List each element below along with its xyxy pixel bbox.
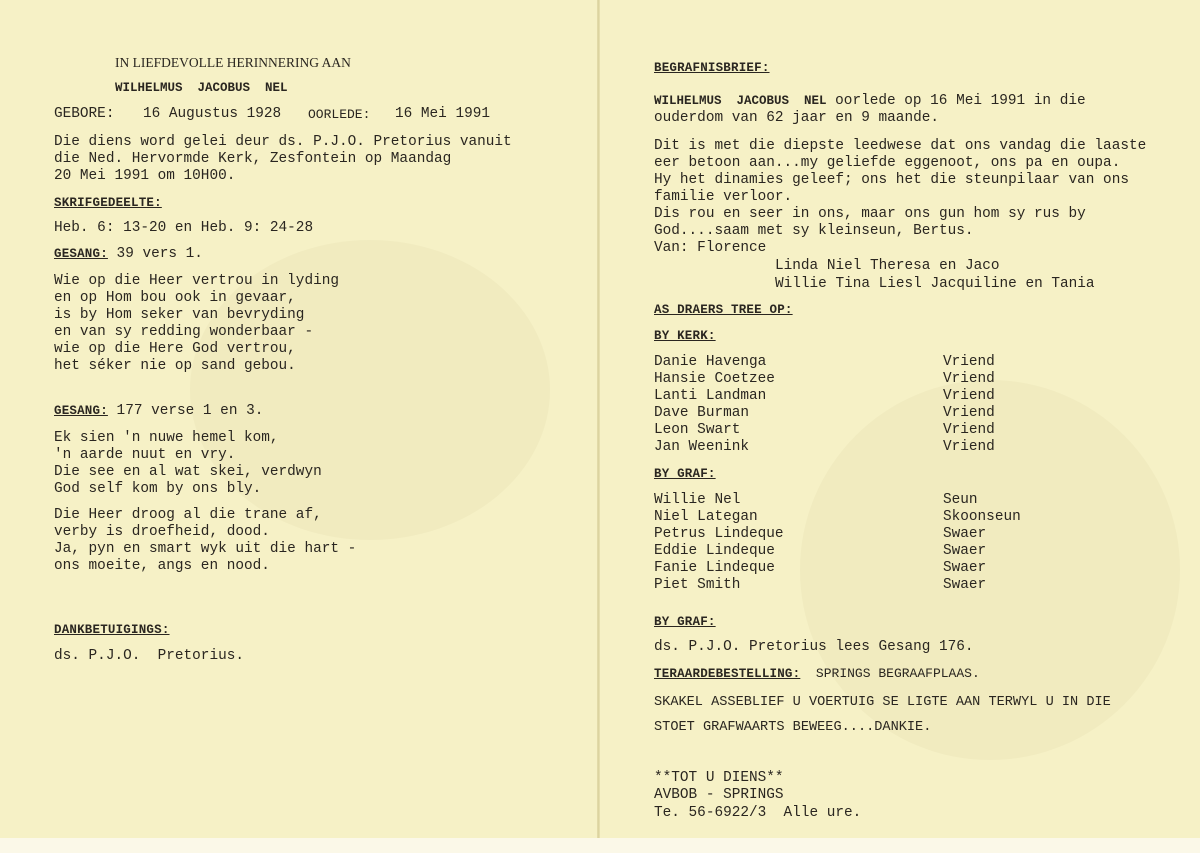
thanks-text: ds. P.J.O. Pretorius. [54, 648, 244, 664]
grave-bearer-name: Piet Smith [654, 577, 741, 593]
church-bearer-name: Leon Swart [654, 422, 741, 438]
hymn2-stanza1-line-2: 'n aarde nuut en vry. [54, 447, 236, 463]
grave2-heading: BY GRAF: [654, 615, 716, 629]
hymn2-heading: GESANG: [54, 404, 108, 418]
hymn2-stanza2-line-2: verby is droefheid, dood. [54, 524, 270, 540]
hymn2-line [54, 403, 263, 420]
died-label: OORLEDE: [308, 107, 371, 122]
grave-bearer-name: Niel Lategan [654, 509, 758, 525]
notice-line-1: SKAKEL ASSEBLIEF U VOERTUIG SE LIGTE AAN TERWYL U IN DIE [654, 695, 1111, 710]
church-bearer-role: Vriend [943, 405, 995, 421]
grave-bearer-role: Swaer [943, 526, 987, 542]
grave-bearer-name: Eddie Lindeque [654, 543, 775, 559]
message-line-1: Dit is met die diepste leedwese dat ons vandag die laaste [654, 138, 1147, 154]
church-bearer-name: Hansie Coetzee [654, 371, 775, 387]
letter-line-2: ouderdom van 62 jaar en 9 maande. [654, 110, 939, 126]
church-bearer-role: Vriend [943, 354, 995, 370]
hymn2-ref: 177 verse 1 en 3. [107, 403, 264, 419]
hymn1-verse-line-1: Wie op die Heer vertrou in lyding [54, 273, 339, 289]
grave-bearer-role: Swaer [943, 577, 987, 593]
hymn2-stanza2-line-1: Die Heer droog al die trane af, [54, 507, 322, 523]
scripture-text: Heb. 6: 13-20 en Heb. 9: 24-28 [54, 220, 314, 236]
bearers-heading: AS DRAERS TREE OP: [654, 303, 793, 317]
church-bearer-role: Vriend [943, 371, 995, 387]
grave-bearer-role: Swaer [943, 560, 987, 576]
letter-line-1 [654, 93, 1086, 110]
thanks-heading: DANKBETUIGINGS: [54, 623, 170, 637]
hymn1-verse-line-6: het séker nie op sand gebou. [54, 358, 296, 374]
message-line-6: God....saam met sy kleinseun, Bertus. [654, 223, 974, 239]
service-line-3: 20 Mei 1991 om 10H00. [54, 168, 236, 184]
family-line-1: Linda Niel Theresa en Jaco [775, 258, 1000, 274]
church-bearer-role: Vriend [943, 439, 995, 455]
paper-bottom-edge [0, 838, 1200, 853]
grave-bearer-name: Willie Nel [654, 492, 741, 508]
hymn1-line [54, 246, 203, 263]
grave-bearer-role: Skoonseun [943, 509, 1021, 525]
message-line-5: Dis rou en seer in ons, maar ons gun hom sy rus by [654, 206, 1086, 222]
born-label: GEBORE: [54, 106, 115, 122]
hymn1-verse-line-2: en op Hom bou ook in gevaar, [54, 290, 296, 306]
letter-first: oorlede op 16 Mei 1991 in die [826, 93, 1086, 109]
scripture-heading: SKRIFGEDEELTE: [54, 196, 162, 210]
message-line-7: Van: Florence [654, 240, 767, 256]
burial-line [654, 665, 980, 683]
church-bearer-name: Lanti Landman [654, 388, 767, 404]
hymn2-stanza2-line-4: ons moeite, angs en nood. [54, 558, 270, 574]
service-line-2: die Ned. Hervormde Kerk, Zesfontein op Maandag [54, 151, 452, 167]
footer-line-1: **TOT U DIENS** [654, 770, 784, 786]
grave-bearer-role: Swaer [943, 543, 987, 559]
footer-line-3: Te. 56-6922/3 Alle ure. [654, 805, 862, 821]
hymn1-ref: 39 vers 1. [107, 246, 203, 262]
hymn2-stanza1-line-3: Die see en al wat skei, verdwyn [54, 464, 322, 480]
memorial-heading: IN LIEFDEVOLLE HERINNERING AAN [115, 55, 351, 70]
grave-bearer-name: Fanie Lindeque [654, 560, 775, 576]
hymn2-stanza1-line-1: Ek sien 'n nuwe hemel kom, [54, 430, 279, 446]
burial-text: SPRINGS BEGRAAFPLAAS. [800, 666, 980, 681]
page-fold [597, 0, 600, 853]
letter-name: WILHELMUS JACOBUS NEL [654, 94, 827, 108]
grave2-text: ds. P.J.O. Pretorius lees Gesang 176. [654, 639, 974, 655]
grave-bearer-name: Petrus Lindeque [654, 526, 784, 542]
footer-line-2: AVBOB - SPRINGS [654, 787, 784, 803]
born-date: 16 Augustus 1928 [143, 106, 282, 122]
died-date: 16 Mei 1991 [395, 106, 490, 122]
message-line-2: eer betoon aan...my geliefde eggenoot, ons pa en oupa. [654, 155, 1121, 171]
notice-line-2: STOET GRAFWAARTS BEWEEG....DANKIE. [654, 720, 932, 735]
family-line-2: Willie Tina Liesl Jacquiline en Tania [775, 276, 1095, 292]
hymn1-verse-line-3: is by Hom seker van bevryding [54, 307, 305, 323]
hymn2-stanza2-line-3: Ja, pyn en smart wyk uit die hart - [54, 541, 357, 557]
grave-bearer-role: Seun [943, 492, 978, 508]
church-bearer-name: Danie Havenga [654, 354, 767, 370]
hymn1-heading: GESANG: [54, 247, 108, 261]
church-bearer-name: Jan Weenink [654, 439, 749, 455]
hymn1-verse-line-4: en van sy redding wonderbaar - [54, 324, 314, 340]
deceased-name: WILHELMUS JACOBUS NEL [115, 81, 288, 95]
grave-heading: BY GRAF: [654, 467, 716, 481]
burial-heading: TERAARDEBESTELLING: [654, 667, 801, 681]
message-line-3: Hy het dinamies geleef; ons het die steunpilaar van ons [654, 172, 1129, 188]
church-heading: BY KERK: [654, 329, 716, 343]
message-line-4: familie verloor. [654, 189, 793, 205]
hymn1-verse-line-5: wie op die Here God vertrou, [54, 341, 296, 357]
hymn2-stanza1-line-4: God self kom by ons bly. [54, 481, 262, 497]
church-bearer-role: Vriend [943, 422, 995, 438]
church-bearer-role: Vriend [943, 388, 995, 404]
church-bearer-name: Dave Burman [654, 405, 749, 421]
service-line-1: Die diens word gelei deur ds. P.J.O. Pretorius vanuit [54, 134, 512, 150]
letter-heading: BEGRAFNISBRIEF: [654, 61, 770, 75]
